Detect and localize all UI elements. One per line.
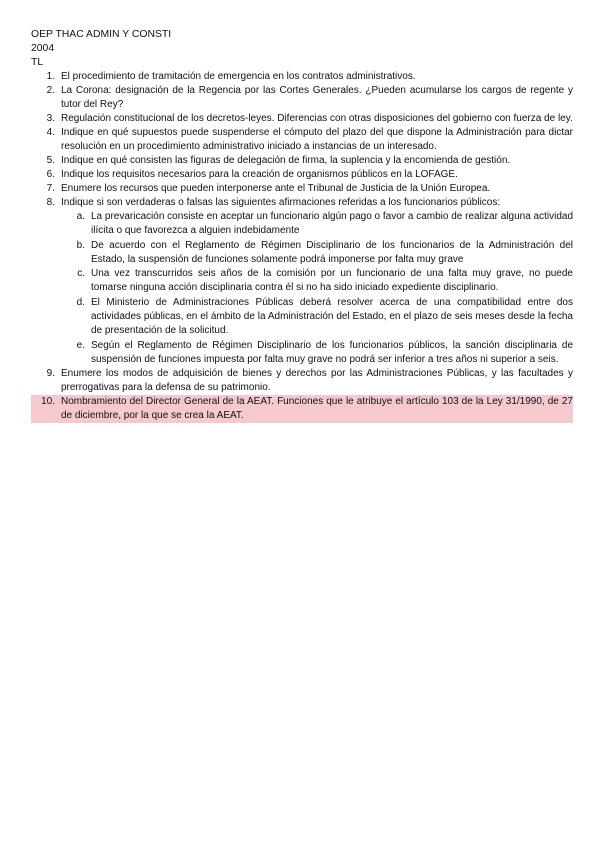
- sub-item-text: Una vez transcurridos seis años de la comisión por un funcionario de una falta muy grave, no puede tomarse ninguna acción disciplinaria contra él si no ha sido iniciado expediente disciplinario.: [91, 268, 573, 294]
- item-text: Indique en qué supuestos puede suspenderse el cómputo del plazo del que dispone la Administración para dictar resolución en un procedimiento administrativo iniciado a instancias de un interesado.: [61, 127, 573, 152]
- header-tag: TL: [31, 57, 44, 68]
- list-item: [31, 168, 573, 182]
- item-number: 4.: [46, 127, 55, 138]
- item-text: Enumere los modos de adquisición de bienes y derechos por las Administraciones Públicas, y las facultades y prerrogativas para la defensa de su patrimonio.: [61, 368, 573, 394]
- item-number: 10.: [41, 396, 55, 408]
- sub-item: [61, 210, 573, 239]
- sub-item: [61, 339, 573, 368]
- item-number: 1.: [46, 71, 55, 82]
- item-text: Indique si son verdaderas o falsas las siguientes afirmaciones referidas a los funcionarios públicos:: [61, 197, 501, 208]
- sub-item-letter: e.: [76, 339, 85, 351]
- question-list: [31, 70, 573, 423]
- list-item: [31, 154, 573, 168]
- list-item: [31, 196, 573, 367]
- item-number: 6.: [46, 169, 55, 180]
- sub-item-text: La prevaricación consiste en aceptar un funcionario algún pago o favor a cambio de realizar alguna actividad ilícita o que favorezca a alguien indebidamente: [91, 211, 573, 237]
- list-item: [31, 367, 573, 395]
- document-page: [31, 28, 573, 423]
- item-number: 9.: [46, 368, 55, 380]
- sub-item-text: Según el Reglamento de Régimen Disciplinario de los funcionarios públicos, la sanción disciplinaria de suspensión de funciones impuesta por falta muy grave no podrá ser inferior a tres años ni superior a seis.: [91, 339, 573, 365]
- item-number: 5.: [46, 155, 55, 166]
- item-text: Indique los requisitos necesarios para la creación de organismos públicos en la LOFAGE.: [61, 169, 458, 180]
- sub-item-letter: c.: [77, 268, 85, 280]
- item-text: Enumere los recursos que pueden interponerse ante el Tribunal de Justicia de la Unión Europea.: [61, 183, 491, 194]
- item-text: Indique en qué consisten las figuras de delegación de firma, la suplencia y la encomienda de gestión.: [61, 155, 511, 166]
- header-year: 2004: [31, 43, 55, 54]
- list-item: [31, 70, 573, 84]
- sub-item: [61, 296, 573, 339]
- sub-item-text: El Ministerio de Administraciones Públicas deberá resolver acerca de una compatibilidad entre dos actividades públicas, en el ámbito de la Administración del Estado, en el plazo de seis meses desde la fecha de presentación de la solicitud.: [91, 296, 573, 337]
- item-text: La Corona: designación de la Regencia por las Cortes Generales. ¿Pueden acumularse los cargos de regente y tutor del Rey?: [61, 85, 573, 110]
- item-text: Nombramiento del Director General de la AEAT. Funciones que le atribuye el artículo 103 de la Ley 31/1990, de 27 de diciembre, por la que se crea la AEAT.: [61, 396, 573, 422]
- sub-item: [61, 267, 573, 296]
- statement-list: [61, 210, 573, 367]
- list-item: [31, 84, 573, 112]
- sub-item: [61, 239, 573, 268]
- item-number: 7.: [46, 183, 55, 194]
- list-item: [31, 126, 573, 154]
- list-item: [31, 112, 573, 126]
- header-title: OEP THAC ADMIN Y CONSTI: [31, 29, 172, 40]
- sub-item-letter: a.: [76, 211, 85, 222]
- sub-item-letter: d.: [76, 296, 85, 308]
- item-text: Regulación constitucional de los decretos-leyes. Diferencias con otras disposiciones del gobierno con fuerza de ley.: [61, 113, 573, 124]
- sub-item-letter: b.: [76, 239, 85, 251]
- item-number: 2.: [46, 85, 55, 96]
- item-text: El procedimiento de tramitación de emergencia en los contratos administrativos.: [61, 71, 416, 82]
- list-item: [31, 182, 573, 196]
- sub-item-text: De acuerdo con el Reglamento de Régimen Disciplinario de los funcionarios de la Administración del Estado, la suspensión de funciones solamente podrá imponerse por falta muy grave: [91, 239, 573, 265]
- item-number: 8.: [46, 197, 55, 208]
- list-item-highlighted: [31, 395, 573, 423]
- item-number: 3.: [46, 113, 55, 124]
